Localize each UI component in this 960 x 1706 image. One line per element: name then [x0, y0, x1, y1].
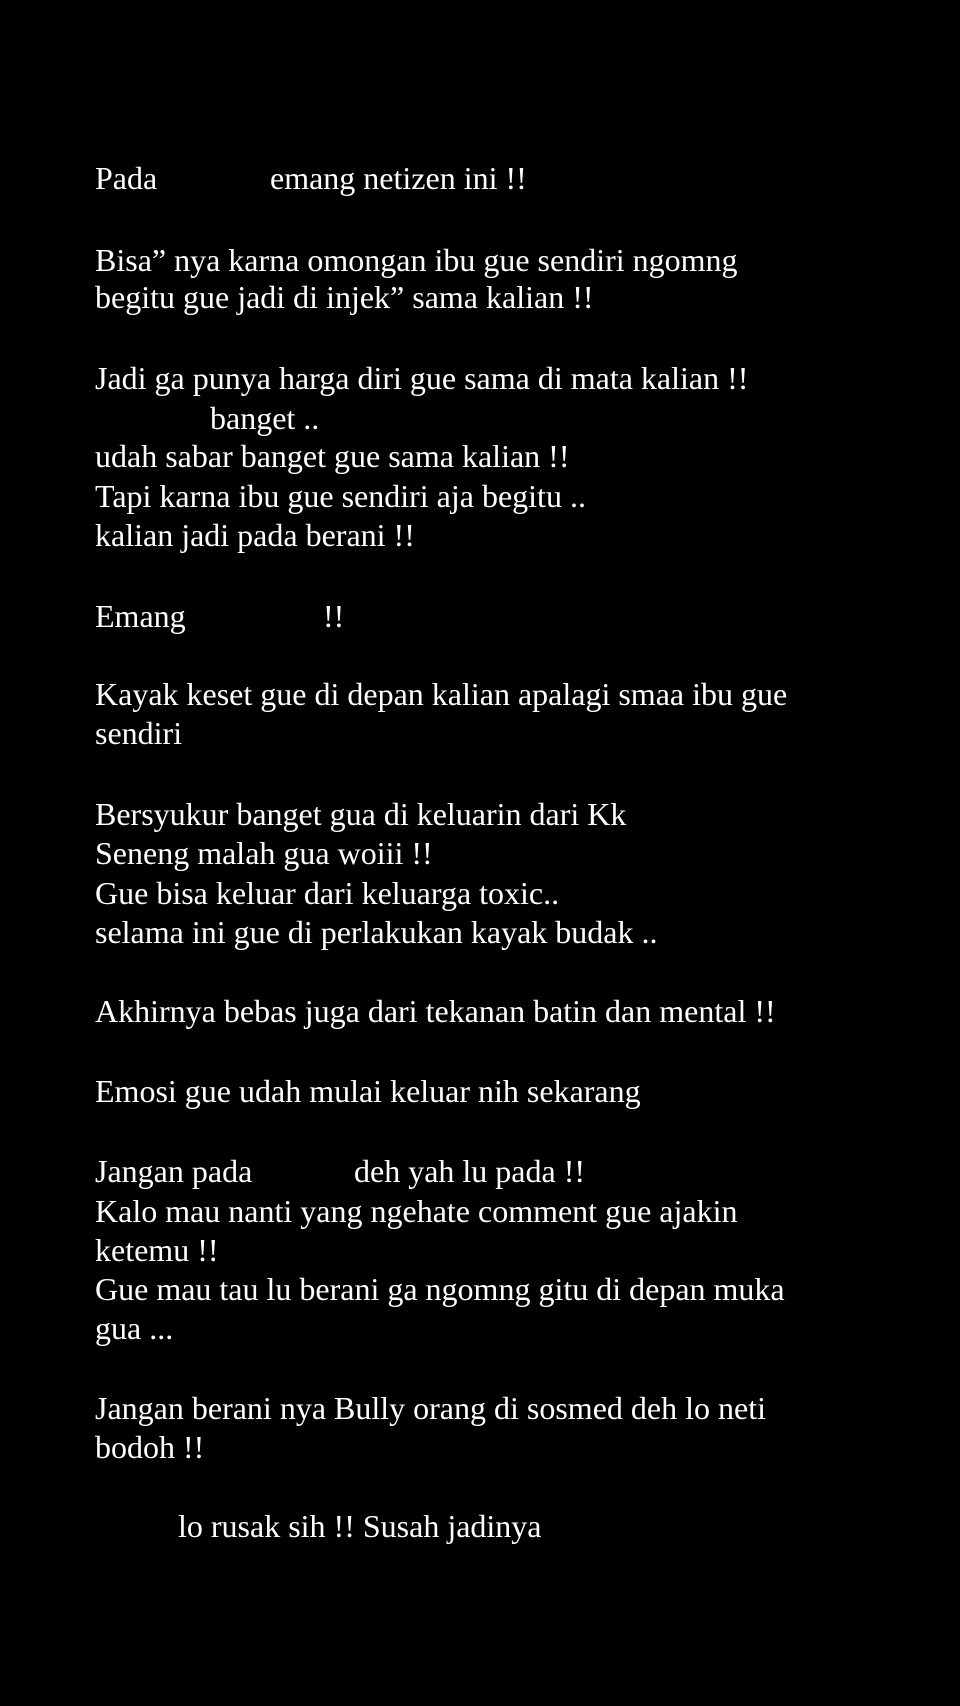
text-line: Jadi ga punya harga diri gue sama di mata kalian !!: [95, 360, 749, 396]
text-line: Kayak keset gue di depan kalian apalagi smaa ibu gue: [95, 676, 788, 712]
text-line: sendiri: [95, 715, 183, 751]
text-line: Jangan berani nya Bully orang di sosmed deh lo neti: [95, 1390, 766, 1426]
text-segment: Pada: [95, 160, 158, 196]
text-line: Bersyukur banget gua di keluarin dari Kk: [95, 796, 627, 832]
text-line: selama ini gue di perlakukan kayak budak ..: [95, 914, 658, 950]
text-line: banget ..: [210, 400, 320, 436]
text-line: Emosi gue udah mulai keluar nih sekarang: [95, 1073, 641, 1109]
text-line: bodoh !!: [95, 1429, 205, 1465]
text-segment: Jangan pada: [95, 1153, 253, 1189]
text-line: Kalo mau nanti yang ngehate comment gue ajakin: [95, 1193, 738, 1229]
text-line: Seneng malah gua woiii !!: [95, 835, 433, 871]
text-line: Gue bisa keluar dari keluarga toxic..: [95, 875, 560, 911]
text-segment: !!: [323, 598, 345, 634]
text-line: kalian jadi pada berani !!: [95, 517, 415, 553]
text-line: Bisa” nya karna omongan ibu gue sendiri ngomng: [95, 242, 738, 278]
text-segment: deh yah lu pada !!: [354, 1153, 586, 1189]
text-line: Tapi karna ibu gue sendiri aja begitu ..: [95, 478, 586, 514]
text-line: lo rusak sih !! Susah jadinya: [178, 1508, 542, 1544]
text-segment: Emang: [95, 598, 186, 634]
text-line: Gue mau tau lu berani ga ngomng gitu di depan muka: [95, 1271, 785, 1307]
text-line: udah sabar banget gue sama kalian !!: [95, 438, 570, 474]
text-segment: emang netizen ini !!: [270, 160, 527, 196]
text-line: gua ...: [95, 1310, 174, 1346]
text-line: Akhirnya bebas juga dari tekanan batin dan mental !!: [95, 993, 776, 1029]
text-line: begitu gue jadi di injek” sama kalian !!: [95, 279, 594, 315]
text-line: ketemu !!: [95, 1232, 219, 1268]
